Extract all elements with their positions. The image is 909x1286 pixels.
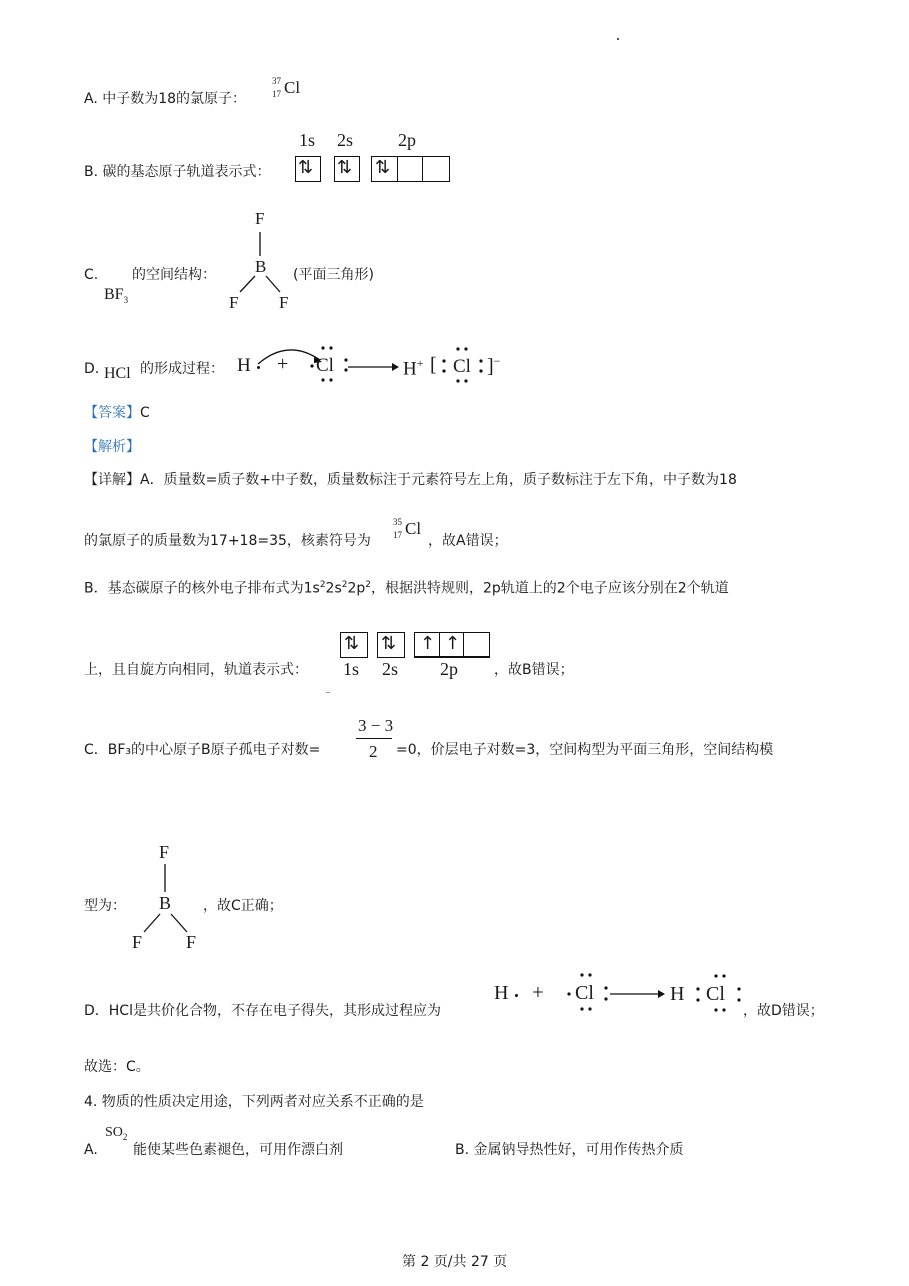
isotope-cl-35 <box>393 517 433 545</box>
eq-d-plus: + <box>277 353 289 375</box>
q4-option-b: B. 金属钠导热性好，可用作传热介质 <box>455 1142 684 1158</box>
option-b-prefix: B. <box>84 164 99 180</box>
option-d-prefix: D. <box>84 361 100 377</box>
detail-orbital-box-1s <box>340 632 368 658</box>
detail-c-line2-pre: 型为： <box>84 898 126 914</box>
question-4-stem: 4. 物质的性质决定用途，下列两者对应关系不正确的是 <box>84 1094 424 1110</box>
eq-dd-h: H <box>494 982 509 1004</box>
answer-line <box>84 404 150 422</box>
analysis-label: 【解析】 <box>84 439 140 455</box>
fraction-numerator: 3 − 3 <box>358 716 394 735</box>
bf3-b-right-f: F <box>186 932 197 952</box>
up-down-arrow-icon: ⇅ <box>344 633 360 654</box>
eq-dd-h-dot <box>515 994 518 997</box>
detail-d-line-post: ，故D错误； <box>743 1003 824 1019</box>
isotope-atomic: 17 <box>272 89 281 99</box>
bf3-center-b: B <box>255 257 267 276</box>
eq-dd-cl: Cl <box>575 982 594 1004</box>
answer-label: 【答案】 <box>84 405 140 421</box>
option-b-text: 碳的基态原子轨道表示式： <box>102 164 271 180</box>
detail-c-line-post: =0，价层电子对数=3，空间构型为平面三角形，空间结构模 <box>396 742 774 758</box>
bf3-b-top-f: F <box>159 842 170 862</box>
orbital-box-2s <box>334 156 360 182</box>
eq-dd-plus: + <box>532 980 544 1004</box>
eq-d-product-h: H+ <box>403 356 424 380</box>
detail-a-line2-pre: 的氯原子的质量数为17+18=35，核素符号为 <box>84 533 371 549</box>
option-d-text: 的形成过程： <box>140 361 224 377</box>
isotope-symbol: Cl <box>284 78 301 97</box>
hcl-formula: HCl <box>104 365 131 382</box>
detail-orbital-box-2s <box>377 632 405 658</box>
option-c-prefix: C. <box>84 267 99 283</box>
isotope-atomic: 17 <box>393 530 402 540</box>
eq-dd-product-h: H <box>670 983 685 1005</box>
orbital-label-1s: 1s <box>299 130 316 150</box>
option-a <box>84 90 246 108</box>
option-c-note: (平面三角形) <box>293 267 374 283</box>
fraction-denominator: 2 <box>369 742 378 761</box>
orbital-box-2p <box>371 156 450 182</box>
conclusion: 故选：C。 <box>84 1059 150 1075</box>
reaction-arrow-icon <box>348 361 400 373</box>
up-down-arrow-icon: ⇅ <box>337 157 353 178</box>
detail-c-line-pre: C．BF₃的中心原子B原子孤电子对数= <box>84 742 321 758</box>
detail-orbital-box-2p <box>414 632 490 658</box>
bf3-top-f: F <box>255 209 265 228</box>
detail-a-text: A．质量数=质子数+中子数，质量数标注于元素符号左上角，质子数标注于左下角，中子数为18 <box>140 472 737 488</box>
bf3-b-center-b: B <box>159 893 172 913</box>
orbital-label-2s: 2s <box>337 130 354 150</box>
detail-a-line2-post: ，故A错误； <box>428 533 508 549</box>
eq-d-h-dot <box>257 366 260 369</box>
up-down-arrow-icon: ⇅ <box>375 157 391 178</box>
detail-orbital-label-2p: 2p <box>440 659 458 679</box>
scan-mark <box>326 692 330 693</box>
option-b <box>84 163 271 181</box>
isotope-mass: 35 <box>393 517 402 527</box>
eq-d-cl-electrons <box>306 344 354 384</box>
detail-label: 【详解】 <box>84 472 140 488</box>
option-a-text: 中子数为18的氯原子： <box>102 91 247 107</box>
detail-b-line2-post: ，故B错误； <box>494 662 574 678</box>
detail-a-line1 <box>84 471 737 489</box>
eq-dd-product-electrons <box>688 972 744 1014</box>
detail-orbital-label-2s: 2s <box>382 659 399 679</box>
so2-formula: $SO_2$ <box>105 1125 128 1142</box>
option-c-text: 的空间结构： <box>132 267 216 283</box>
eq-dd-cl-electrons <box>564 971 614 1013</box>
detail-b-line2-pre: 上，且自旋方向相同，轨道表示式： <box>84 662 308 678</box>
eq-d-product-cl: Cl <box>453 356 471 377</box>
detail-d-line-pre: D．HCl是共价化合物，不存在电子得失，其形成过程应为 <box>84 1003 441 1019</box>
bf3-formula-sub: 3 <box>123 295 129 306</box>
eq-d-h: H <box>237 355 251 376</box>
reaction-arrow-icon <box>610 988 666 1000</box>
bf3-left-f: F <box>229 293 239 312</box>
bf3-right-f: F <box>279 293 289 312</box>
orbital-box-1s <box>295 156 321 182</box>
eq-dd-product-cl: Cl <box>706 983 725 1005</box>
detail-b-line1: B．基态碳原子的核外电子排布式为$1s^22s^22p^2$，根据洪特规则，2p轨道上的2个电子应该分别在2个轨道 <box>84 580 729 597</box>
detail-orbital-label-1s: 1s <box>343 659 360 679</box>
isotope-cl-37 <box>272 76 312 104</box>
q4-option-a-text: 能使某些色素褪色，可用作漂白剂 <box>133 1142 343 1158</box>
up-down-arrow-icon: ⇅ <box>298 157 314 178</box>
detail-c-line2-post: ，故C正确； <box>203 898 283 914</box>
eq-d-bracket-left: [ <box>430 354 437 376</box>
bf3-b-left-f: F <box>132 932 143 952</box>
up-arrow-icon: ↑ <box>445 633 461 654</box>
isotope-symbol: Cl <box>405 519 422 538</box>
page-footer: 第 2 页/共 27 页 <box>402 1254 508 1270</box>
answer-value: C <box>140 405 150 421</box>
scan-dot <box>617 38 619 40</box>
q4-option-a-prefix: A. <box>84 1142 98 1158</box>
up-arrow-icon: ↑ <box>420 633 436 654</box>
bf3-formula <box>104 286 128 305</box>
eq-d-product-electrons <box>436 345 492 385</box>
fraction-bar <box>356 738 392 739</box>
eq-d-cl: Cl <box>316 355 334 376</box>
isotope-mass: 37 <box>272 76 281 86</box>
bf3-formula-main: BF <box>104 286 124 303</box>
up-down-arrow-icon: ⇅ <box>381 633 397 654</box>
orbital-underline <box>414 656 490 657</box>
orbital-label-2p: 2p <box>398 130 416 150</box>
option-a-prefix: A. <box>84 91 98 107</box>
eq-d-bracket-right: ]− <box>487 354 501 378</box>
